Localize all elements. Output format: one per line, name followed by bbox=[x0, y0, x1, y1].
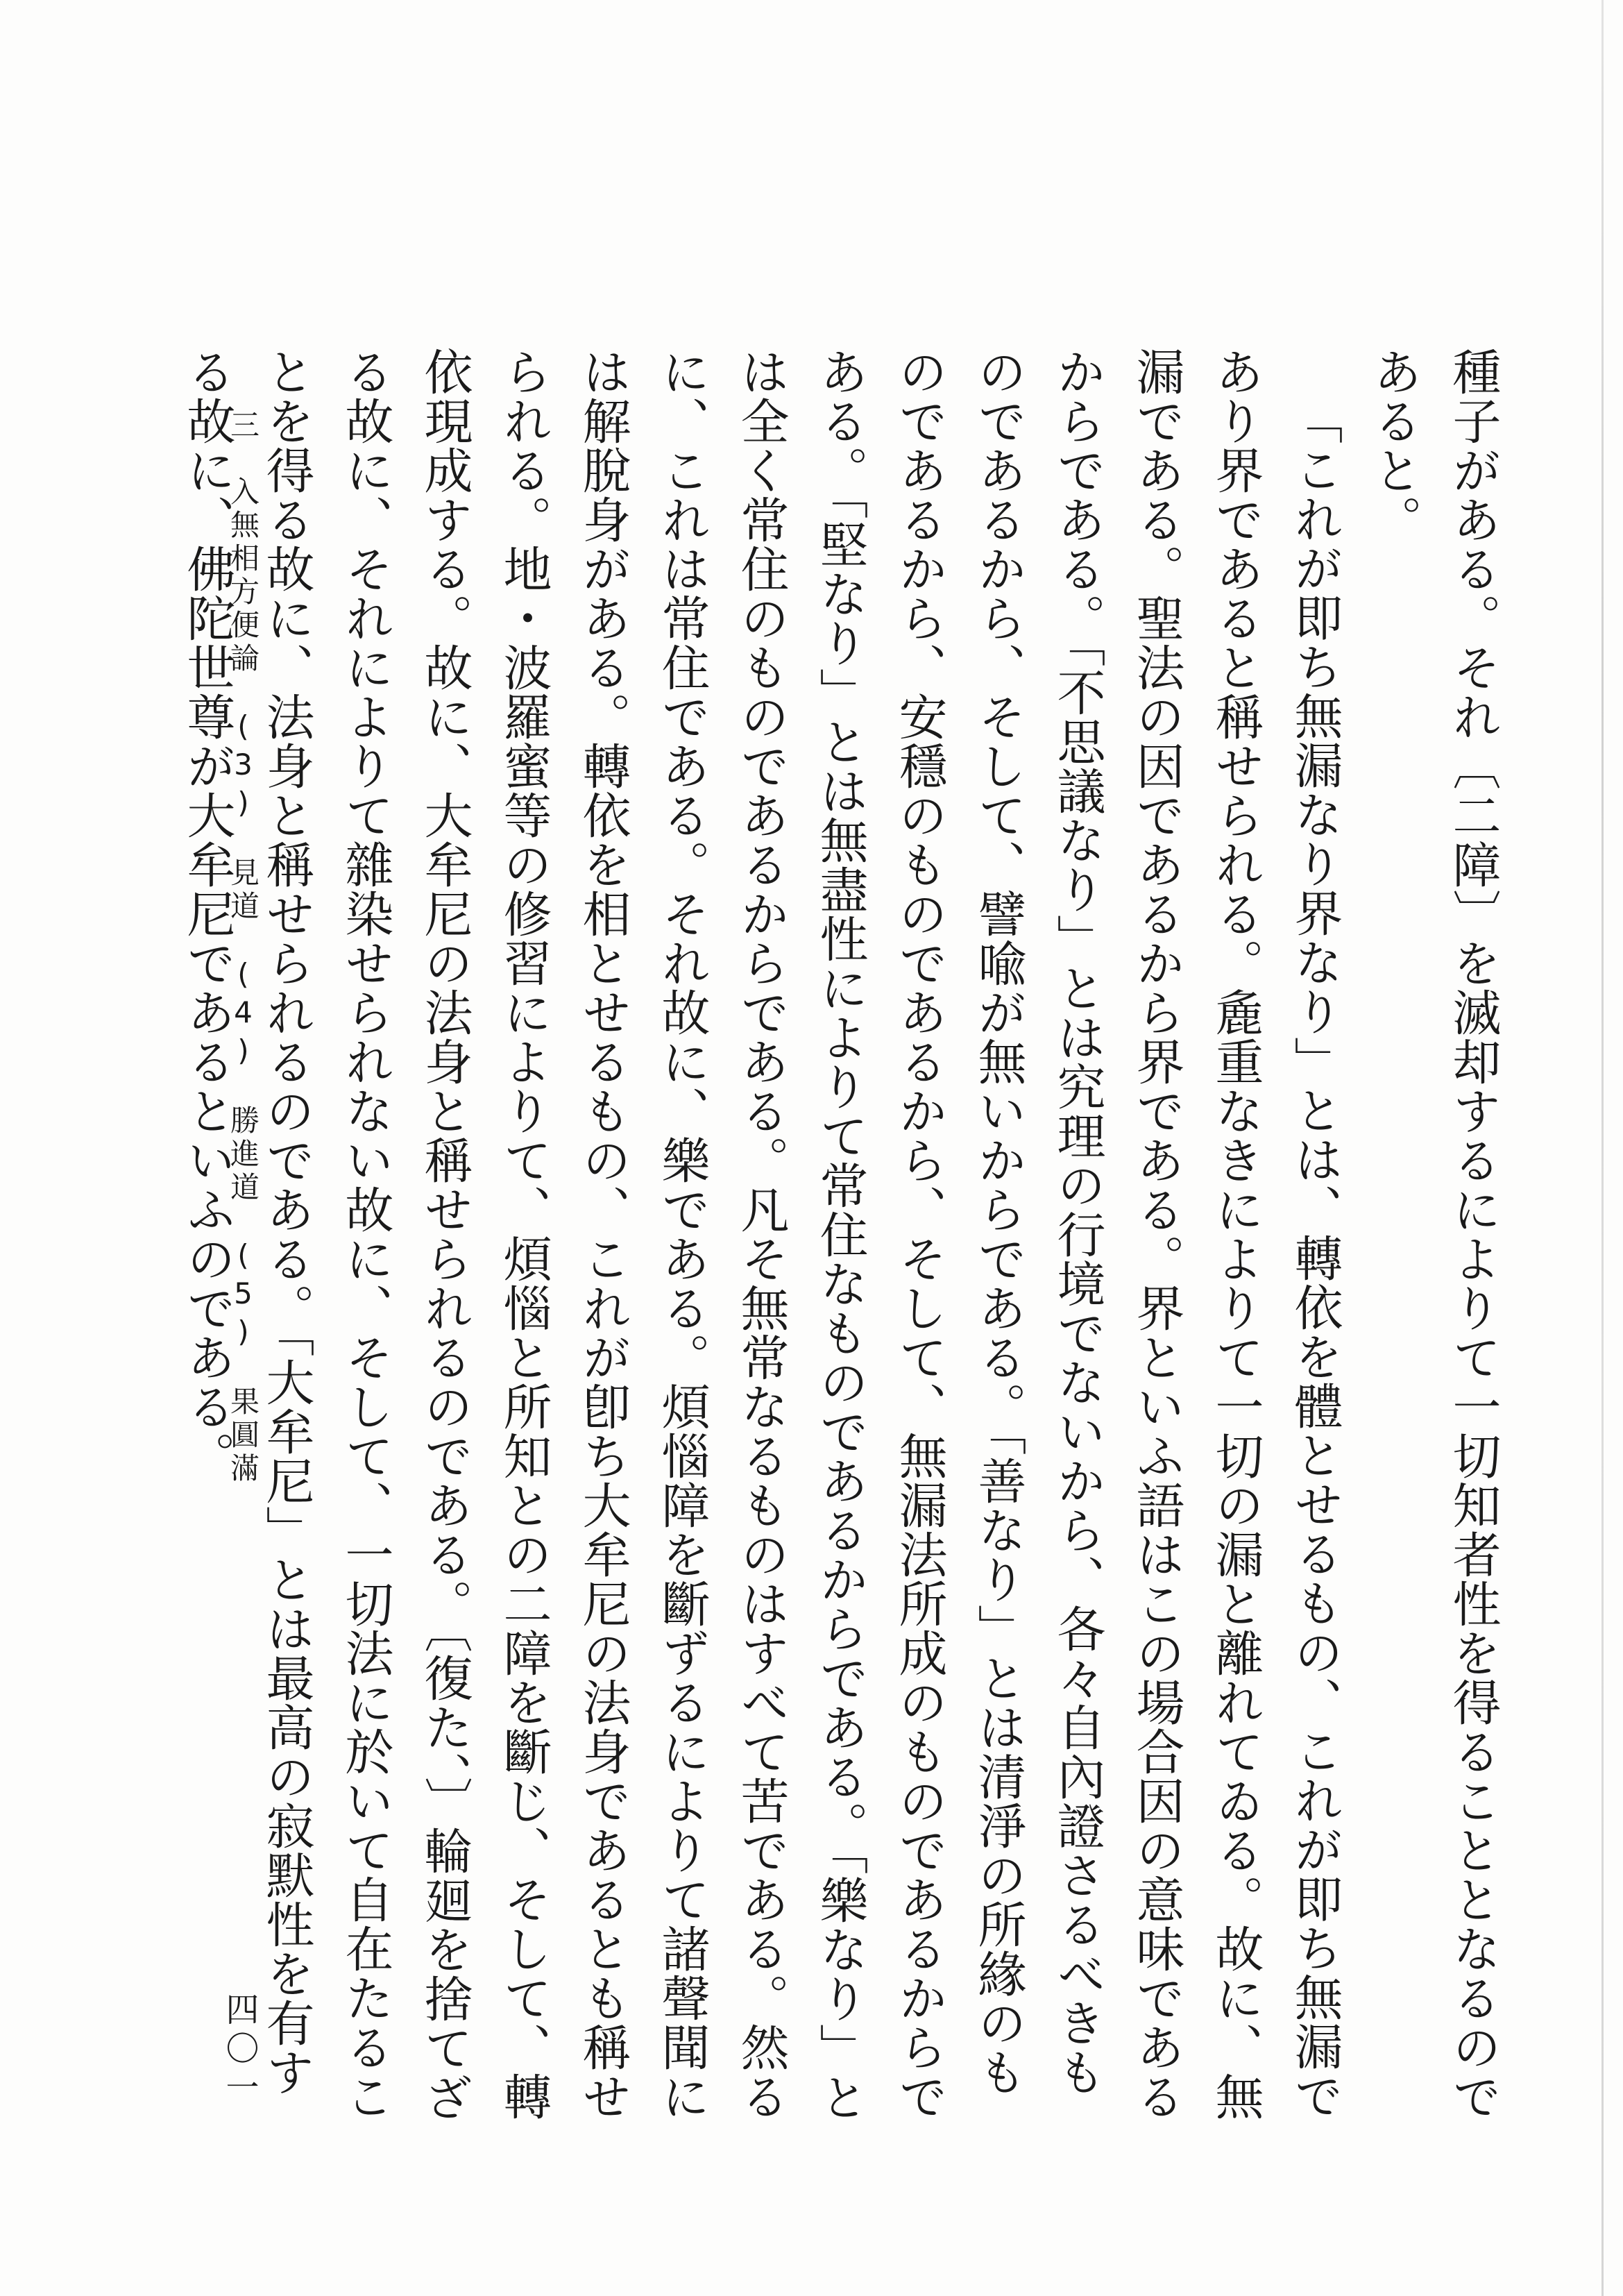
scan-edge-line bbox=[1601, 0, 1604, 2296]
paragraph: 「これが即ち無漏なり界なり」とは、轉依を體とせるもの、これが即ち無漏であり界であると稱せられる。麁重なきによりて一切の漏と離れてゐる。故に、無漏である。聖法の因であるから界である。界といふ語はこの場合因の意味であるからである。「不思議なり」とは究理の行境でないから、各々自內證さるべきものであるから、そして、譬喩が無いからである。「善なり」とは清淨の所緣のものであるから、安穩のものであるから、そして、無漏法所成のものであるからである。「堅なり」とは無盡性によりて常住なものであるからである。「樂なり」とは全く常住のものであるからである。凡そ無常なるものはすべて苦である。然るに、これは常住である。それ故に、樂である。煩惱障を斷ずるによりて諸聲聞には解脫身がある。轉依を相とせるもの、これが卽ち大牟尼の法身であるとも稱せられる。地・波羅蜜等の修習によりて、煩惱と所知との二障を斷じ、そして、轉依現成する。故に、大牟尼の法身と稱せられるのである。〔復た、〕輪廻を捨てざる故に、それによりて雜染せられない故に、そして、一切法に於いて自在たることを得る故に、法身と稱せられるのである。「大牟尼」とは最高の寂默性を有する故に、佛陀世尊が大牟尼であるといふのである。 bbox=[179, 347, 1343, 2122]
page-number: 四〇一 bbox=[220, 1992, 259, 2109]
running-header: 三 入無相方便論 (3) 見道 (4) 勝進道 (5) 果圓滿 bbox=[226, 410, 260, 1486]
paragraph: 種子がある。それ〔二障〕を滅却するによりて一切知者性を得ることとなるのであると。 bbox=[1366, 347, 1502, 2121]
